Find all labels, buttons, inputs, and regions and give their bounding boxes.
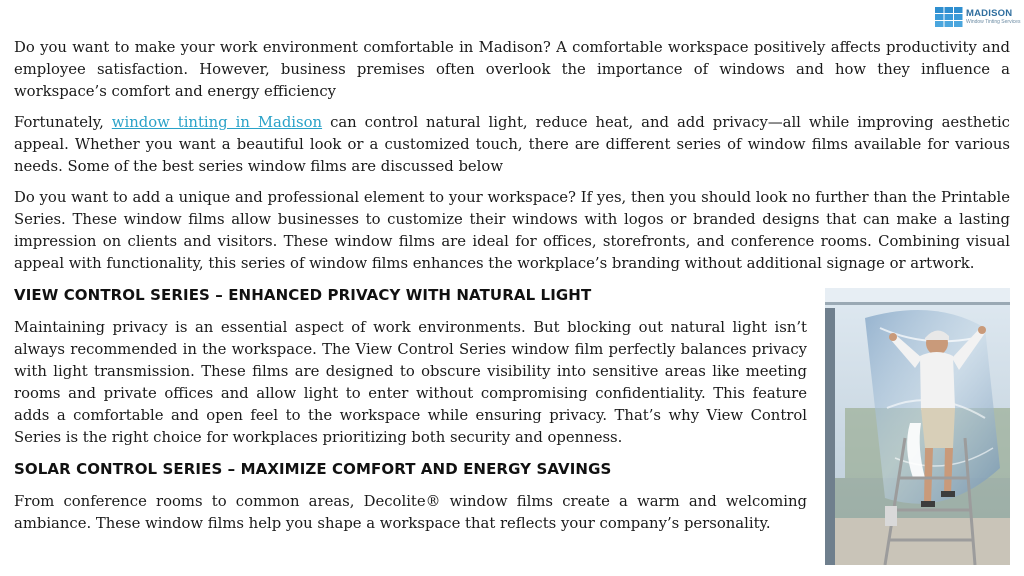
installer-on-ladder-image (825, 288, 1010, 565)
fortunately-paragraph (14, 112, 1010, 178)
solar-control-heading: SOLAR CONTROL SERIES – MAXIMIZE COMFORT AND ENERGY SAVINGS (14, 460, 612, 478)
solar-control-paragraph: From conference rooms to common areas, Decolite® window films create a warm and welcoming ambiance. These window films help you shape a workspace that reflects your company’s personality. (14, 493, 807, 532)
series-sections (14, 284, 807, 535)
view-control-heading: VIEW CONTROL SERIES – ENHANCED PRIVACY WITH NATURAL LIGHT (14, 286, 592, 304)
logo-name: MADISON (966, 8, 1013, 19)
window-logo-icon (935, 7, 963, 27)
intro-paragraph: Do you want to make your work environment comfortable in Madison? A comfortable workspace positively affects productivity and employee satisfaction. However, business premises often overlook the importance of windows and how they influence a workspace’s comfort and energy efficiency (14, 39, 1010, 100)
fortunately-rest: can control natural light, reduce heat, and add privacy—all while improving aesthetic appeal. Whether you want a beautiful look or a customized touch, there are different series of window films available for various needs. Some of the best series window films are discussed below (14, 114, 1010, 175)
fortunately-lead: Fortunately, (14, 114, 104, 131)
window-tinting-link[interactable]: window tinting in Madison (111, 114, 323, 131)
view-control-paragraph: Maintaining privacy is an essential aspect of work environments. But blocking out natural light isn’t always recommended in the workspace. The View Control Series window film perfectly balances privacy with light transmission. These films are designed to obscure visibility into sensitive areas like meeting rooms and private offices and allow light to enter without compromising confidentiality. This feature adds a comfortable and open feel to the workspace while ensuring privacy. That’s why View Control Series is the right choice for workplaces prioritizing both security and openness. (14, 319, 807, 446)
installer-photo (825, 288, 1010, 565)
madison-logo (935, 7, 1021, 29)
logo-tagline: Window Tinting Services (966, 19, 1021, 25)
printable-paragraph: Do you want to add a unique and professional element to your workspace? If yes, then you should look no further than the Printable Series. These window films allow businesses to customize their windows with logos or branded designs that can make a lasting impression on clients and visitors. These window films are ideal for offices, storefronts, and conference rooms. Combining visual appeal with functionality, this series of window films enhances the workplace’s branding without additional signage or artwork. (14, 189, 1010, 272)
